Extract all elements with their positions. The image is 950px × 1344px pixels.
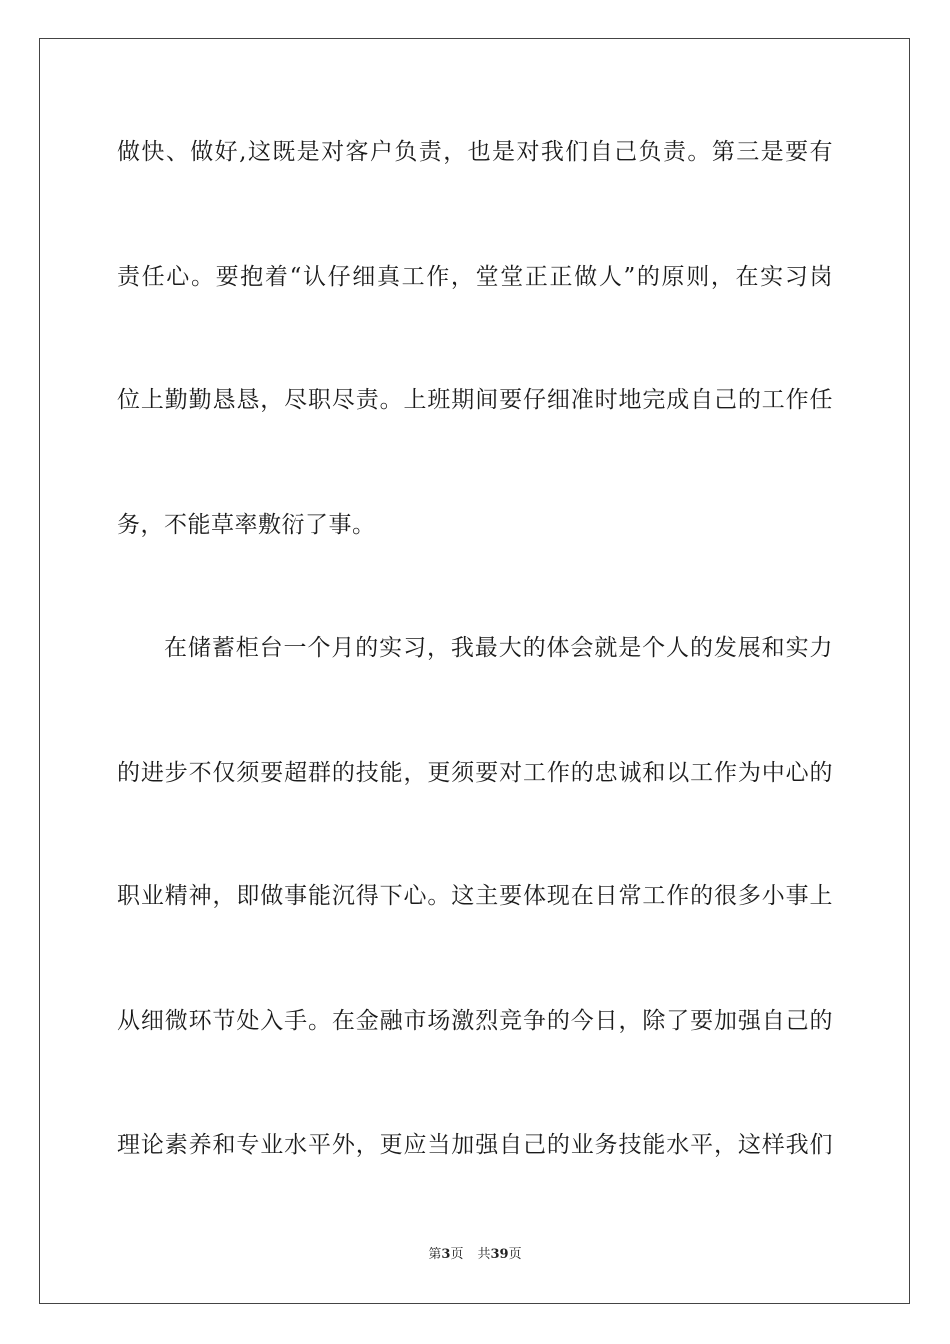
total-suffix: 页 <box>508 1247 522 1262</box>
body-line-7: 职业精神，即做事能沉得下心。这主要体现在日常工作的很多小事上 <box>117 883 833 909</box>
page-border <box>39 38 910 1304</box>
total-prefix: 共 <box>477 1247 491 1262</box>
page-current: 3 <box>441 1247 451 1262</box>
body-line-2: 责任心。要抱着“认仔细真工作，堂堂正正做人”的原则，在实习岗 <box>117 264 833 290</box>
page-suffix: 页 <box>450 1247 464 1262</box>
body-line-6: 的进步不仅须要超群的技能，更须要对工作的忠诚和以工作为中心的 <box>117 760 833 786</box>
body-line-3: 位上勤勤恳恳，尽职尽责。上班期间要仔细准时地完成自己的工作任 <box>117 387 833 413</box>
page-prefix: 第 <box>428 1247 442 1262</box>
page-footer <box>0 1246 950 1264</box>
page-total: 39 <box>490 1247 509 1262</box>
body-line-1: 做快、做好,这既是对客户负责，也是对我们自己负责。第三是要有 <box>117 139 833 165</box>
body-line-8: 从细微环节处入手。在金融市场激烈竞争的今日，除了要加强自己的 <box>117 1008 833 1034</box>
body-line-4: 务，不能草率敷衍了事。 <box>117 512 376 538</box>
paragraph-2-line-1: 在储蓄柜台一个月的实习，我最大的体会就是个人的发展和实力 <box>164 635 833 661</box>
body-line-9: 理论素养和专业水平外，更应当加强自己的业务技能水平，这样我们 <box>117 1132 833 1158</box>
